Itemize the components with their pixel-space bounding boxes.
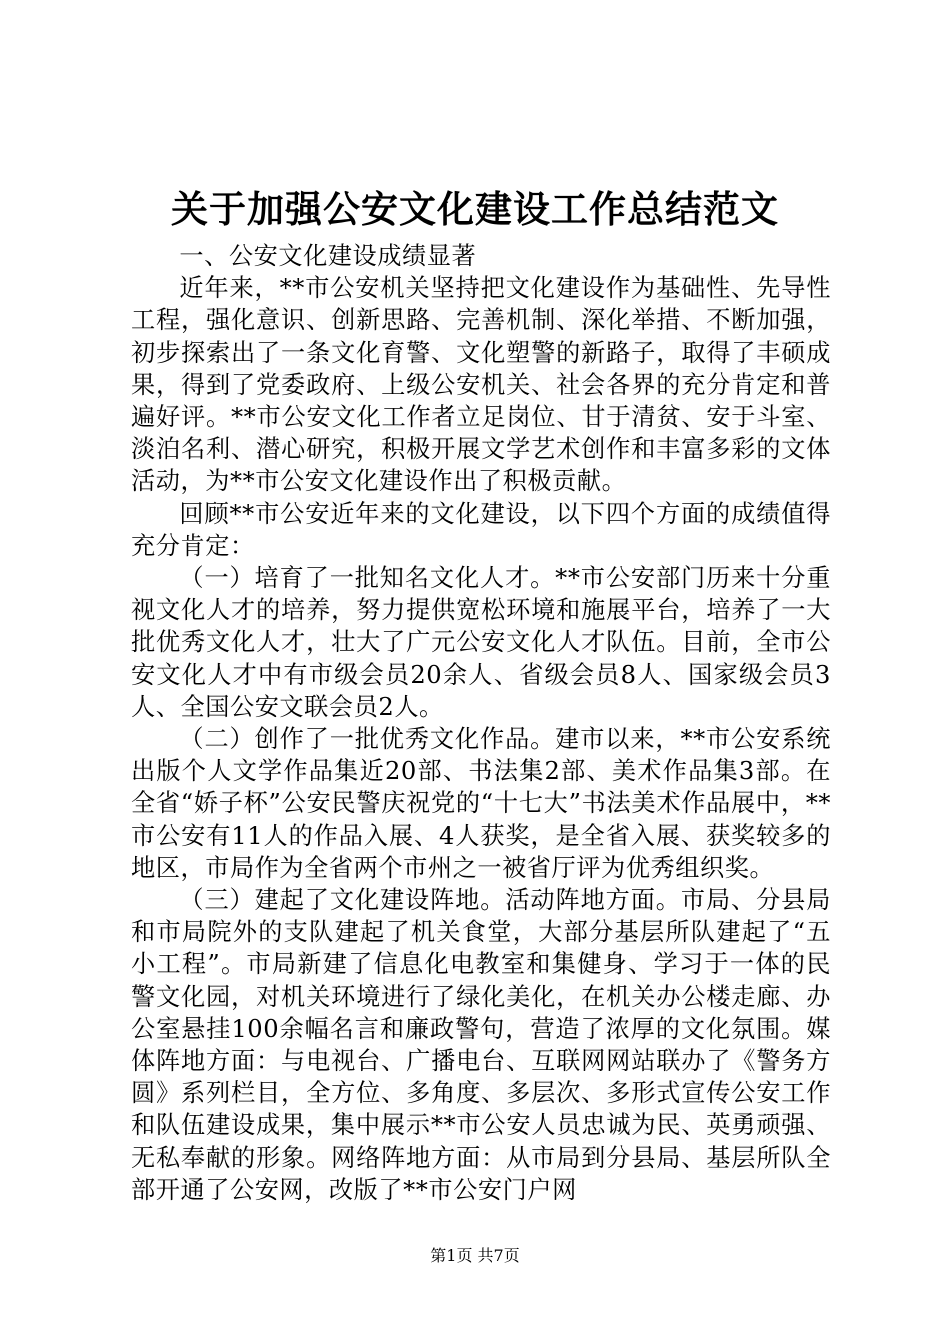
paragraph-works: （二）创作了一批优秀文化作品。建市以来，**市公安系统出版个人文学作品集近20部、书法集2部、美术作品集3部。在全省“娇子杯”公安民警庆祝党的“十七大”书法美术作品展中，**市公安有11人的作品入展、4人获奖，是全省入展、获奖较多的地区，市局作为全省两个市州之一被省厅评为优秀组织奖。 bbox=[131, 725, 831, 882]
paragraph-positions: （三）建起了文化建设阵地。活动阵地方面。市局、分县局和市局院外的支队建起了机关食堂，大部分基层所队建起了“五小工程”。市局新建了信息化电教室和集健身、学习于一体的民警文化园，对机关环境进行了绿化美化，在机关办公楼走廊、办公室悬挂100余幅名言和廉政警句，营造了浓厚的文化氛围。媒体阵地方面：与电视台、广播电台、互联网网站联办了《警务方圆》系列栏目，全方位、多角度、多层次、多形式宣传公安工作和队伍建设成果，集中展示**市公安人员忠诚为民、英勇顽强、无私奉献的形象。网络阵地方面：从市局到分县局、基层所队全部开通了公安网，改版了**市公安门户网 bbox=[131, 886, 831, 1204]
document-body bbox=[131, 240, 831, 1206]
paragraph-talent: （一）培育了一批知名文化人才。**市公安部门历来十分重视文化人才的培养，努力提供宽松环境和施展平台，培养了一大批优秀文化人才，壮大了广元公安文化人才队伍。目前，全市公安文化人才中有市级会员20余人、省级会员8人、国家级会员3人、全国公安文联会员2人。 bbox=[131, 564, 831, 721]
document-title: 关于加强公安文化建设工作总结范文 bbox=[171, 187, 779, 231]
page-footer: 第1页 共7页 bbox=[430, 1246, 520, 1265]
section-heading: 一、公安文化建设成绩显著 bbox=[179, 242, 477, 270]
paragraph-review: 回顾**市公安近年来的文化建设，以下四个方面的成绩值得充分肯定： bbox=[131, 499, 831, 560]
paragraph-intro: 近年来，**市公安机关坚持把文化建设作为基础性、先导性工程，强化意识、创新思路、完善机制、深化举措、不断加强，初步探索出了一条文化育警、文化塑警的新路子，取得了丰硕成果，得到了党委政府、上级公安机关、社会各界的充分肯定和普遍好评。**市公安文化工作者立足岗位、甘于清贫、安于斗室、淡泊名利、潜心研究，积极开展文学艺术创作和丰富多彩的文体活动，为**市公安文化建设作出了积极贡献。 bbox=[131, 274, 831, 496]
